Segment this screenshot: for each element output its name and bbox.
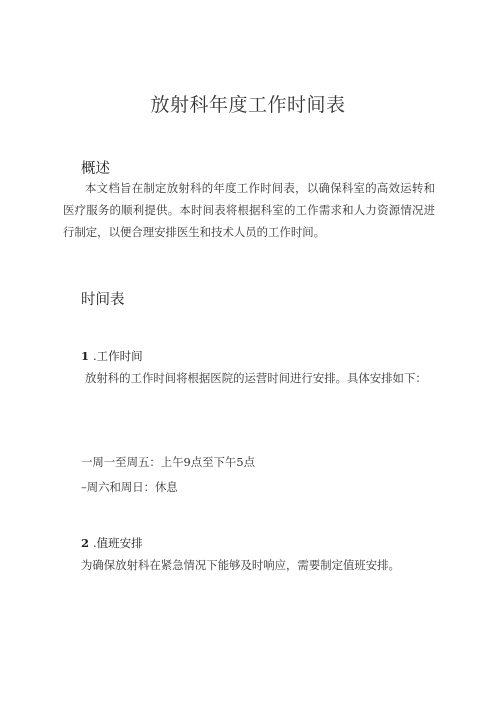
section-1-title: .工作时间 <box>93 349 143 363</box>
schedule-heading: 时间表 <box>81 292 125 308</box>
section-1-number: 1 <box>81 349 90 363</box>
overview-paragraph: 本文档旨在制定放射科的年度工作时间表，以确保科室的高效运转和医疗服务的顺利提供。本时间表将根据科室的工作需求和人力资源情况进行制定，以便合理安排医生和技术人员的工作时间。 <box>63 181 435 239</box>
schedule-item-weekdays: 一周一至周五：上午9点至下午5点 <box>81 455 255 469</box>
schedule-item-weekend: –周六和周日：休息 <box>81 480 178 494</box>
document-title: 放射科年度工作时间表 <box>150 94 346 116</box>
section-2-heading <box>81 535 143 551</box>
section-1-heading <box>81 348 143 364</box>
section-1-paragraph: 放射科的工作时间将根据医院的运营时间进行安排。具体安排如下： <box>85 371 427 385</box>
overview-heading: 概述 <box>81 161 110 177</box>
section-2-paragraph: 为确保放射科在紧急情况下能够及时响应，需要制定值班安排。 <box>81 558 400 572</box>
section-2-title: .值班安排 <box>93 536 143 550</box>
section-2-number: 2 <box>81 536 90 550</box>
